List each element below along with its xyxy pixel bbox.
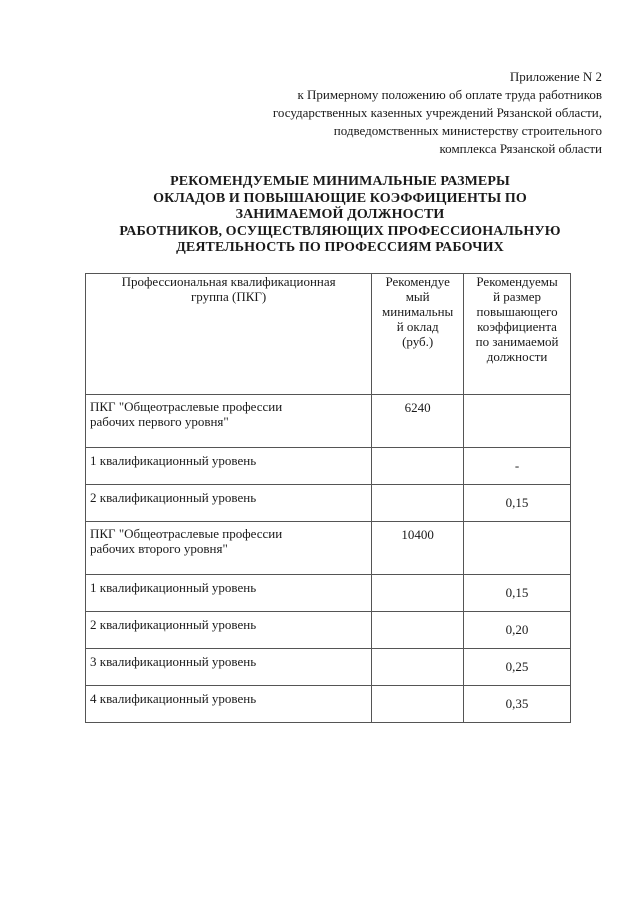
level-salary-empty [372, 575, 464, 612]
table-row-level [86, 485, 571, 522]
level-coefficient: 0,35 [464, 686, 571, 723]
level-name: 2 квалификационный уровень [86, 485, 372, 522]
pkg-name-line: рабочих первого уровня" [90, 414, 229, 429]
level-coefficient: 0,20 [464, 612, 571, 649]
appendix-ref-line: государственных казенных учреждений Рязанской области, [272, 105, 602, 120]
header-text: Рекомендуемы [476, 274, 558, 289]
level-coefficient: 0,15 [464, 575, 571, 612]
title-line: ОКЛАДОВ И ПОВЫШАЮЩИЕ КОЭФФИЦИЕНТЫ ПО [153, 190, 527, 206]
pkg-coefficient-empty [464, 395, 571, 448]
level-coefficient: 0,25 [464, 649, 571, 686]
pkg-name-line: ПКГ "Общеотраслевые профессии [90, 399, 283, 414]
level-name: 1 квалификационный уровень [86, 575, 372, 612]
table-row-level [86, 686, 571, 723]
header-text: коэффициента [477, 319, 557, 334]
pkg-group-name [86, 522, 372, 575]
title-line: РАБОТНИКОВ, ОСУЩЕСТВЛЯЮЩИХ ПРОФЕССИОНАЛЬНУЮ [119, 223, 561, 239]
appendix-header [182, 68, 602, 158]
header-text: Рекомендуе [385, 274, 450, 289]
header-text: (руб.) [402, 334, 434, 349]
pkg-salary: 10400 [372, 522, 464, 575]
table-row-pkg-group [86, 522, 571, 575]
header-coefficient-column [464, 274, 571, 395]
table-row-level [86, 448, 571, 485]
document-title [80, 174, 600, 257]
header-text: Профессиональная квалификационная [121, 274, 336, 289]
pkg-name-line: рабочих второго уровня" [90, 541, 228, 556]
level-coefficient: 0,15 [464, 485, 571, 522]
appendix-ref-line: комплекса Рязанской области [439, 141, 602, 156]
level-salary-empty [372, 686, 464, 723]
pkg-name-line: ПКГ "Общеотраслевые профессии [90, 526, 283, 541]
table-row-level [86, 649, 571, 686]
pkg-coefficient-empty [464, 522, 571, 575]
header-text: группа (ПКГ) [190, 289, 267, 304]
level-salary-empty [372, 649, 464, 686]
level-salary-empty [372, 448, 464, 485]
table-row-level [86, 575, 571, 612]
salary-table [85, 273, 571, 723]
header-text: повышающего [476, 304, 558, 319]
table-row-level [86, 612, 571, 649]
title-line: ЗАНИМАЕМОЙ ДОЛЖНОСТИ [235, 207, 445, 222]
level-name: 2 квалификационный уровень [86, 612, 372, 649]
table-row-pkg-group [86, 395, 571, 448]
level-name: 3 квалификационный уровень [86, 649, 372, 686]
header-text: й оклад [396, 319, 439, 334]
appendix-number: Приложение N 2 [509, 69, 602, 84]
level-name: 4 квалификационный уровень [86, 686, 372, 723]
header-text: по занимаемой [475, 334, 559, 349]
table-header-row [86, 274, 571, 395]
header-text: должности [486, 349, 548, 364]
header-text: й размер [493, 289, 542, 304]
appendix-ref-line: к Примерному положению об оплате труда работников [297, 87, 602, 102]
appendix-ref-line: подведомственных министерству строительного [333, 123, 602, 138]
header-text: минимальны [382, 304, 454, 319]
level-salary-empty [372, 485, 464, 522]
level-name: 1 квалификационный уровень [86, 448, 372, 485]
header-text: мый [405, 289, 430, 304]
pkg-salary: 6240 [372, 395, 464, 448]
pkg-group-name [86, 395, 372, 448]
title-line: РЕКОМЕНДУЕМЫЕ МИНИМАЛЬНЫЕ РАЗМЕРЫ [170, 174, 510, 189]
level-coefficient: - [464, 448, 571, 485]
header-pkg-column [86, 274, 372, 395]
header-salary-column [372, 274, 464, 395]
title-line: ДЕЯТЕЛЬНОСТЬ ПО ПРОФЕССИЯМ РАБОЧИХ [176, 240, 504, 255]
level-salary-empty [372, 612, 464, 649]
